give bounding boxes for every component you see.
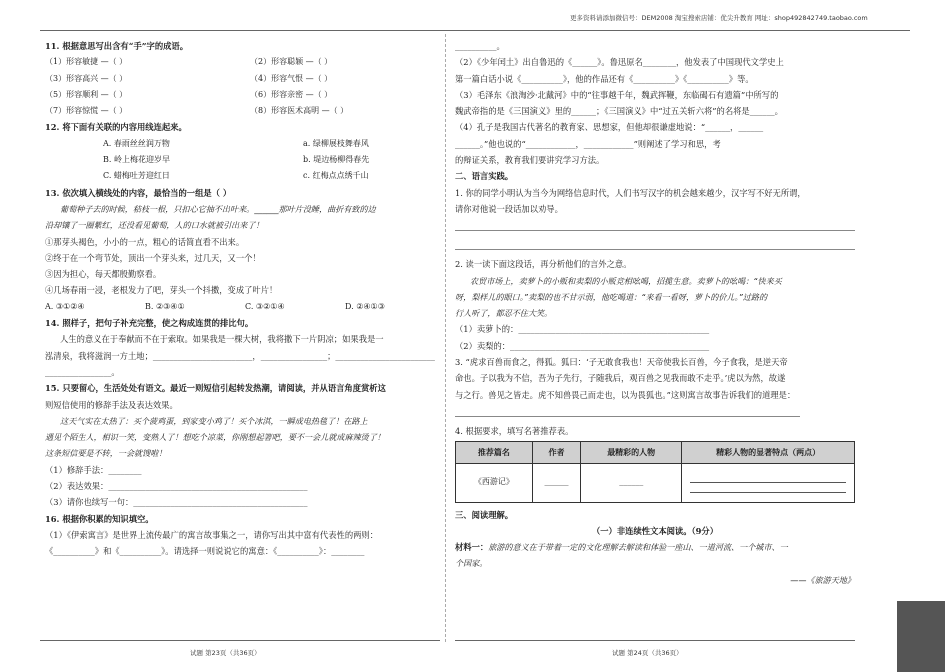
l1-text: 1. 你的同学小明认为当今为网络信息时代，人们书写汉字的机会越来越少，汉字写不好无所谓， bbox=[455, 187, 806, 198]
answer-line bbox=[455, 218, 855, 231]
table-cell[interactable]: ______ bbox=[581, 463, 682, 502]
l3-text: 与之行。兽见之皆走。虎不知兽畏己而走也，以为畏狐也。”这则寓言故事告诉我们的道理是： bbox=[455, 389, 796, 400]
l3-text: 3. “虎求百兽而食之，得狐。狐曰：‘子无敢食我也！天帝使我长百兽，今子食我，是逆天帝 bbox=[455, 357, 788, 368]
table-cell: 《西游记》 bbox=[456, 463, 533, 502]
q13-option: ②终于在一个弯节处，顶出一个芽头来，过几天，又一个！ bbox=[45, 252, 261, 263]
q11-item: （8）形容医术高明 —（ ） bbox=[250, 106, 349, 116]
q12-left-item: C. 蜡梅吐芳迎红日 bbox=[103, 171, 170, 181]
l2-sub: （1）卖萝卜的：______________________________________________ bbox=[455, 324, 710, 335]
answer-line bbox=[455, 237, 855, 250]
header-divider bbox=[40, 30, 910, 31]
material-1-source: ——《旅游天地》 bbox=[790, 574, 855, 585]
r4-text: ______。”他也说的“____________，____________”则阐述了学习和思，考 bbox=[455, 138, 721, 149]
q16-text: 《__________》和《__________》。请选择一则说说它的寓意：《__________》：________ bbox=[45, 546, 365, 557]
q11-item: （1）形容敏捷 —（ ） bbox=[45, 57, 128, 67]
q16-text: （1）《伊索寓言》是世界上流传最广的寓言故事集之一，请你写出其中富有代表性的两则： bbox=[45, 529, 379, 540]
q11-item: （4）形容气恨 —（ ） bbox=[250, 73, 333, 83]
l1-text: 请你对他说一段话加以劝导。 bbox=[455, 203, 563, 214]
l4-title: 4. 根据要求，填写名著推荐表。 bbox=[455, 425, 574, 436]
column-divider bbox=[445, 34, 446, 642]
section-2-heading: 二、语言实践。 bbox=[455, 171, 514, 182]
q16-title: 16. 根据你积累的知识填空。 bbox=[45, 513, 154, 524]
q13-choice: C. ③②①④ bbox=[245, 301, 285, 311]
q14-text: 泓清泉，我将滋润一方土地；________________________，________________；________________________ bbox=[45, 350, 435, 361]
side-bar-decoration bbox=[897, 601, 945, 672]
footer-left: 试题 第23页（共36页） bbox=[190, 649, 261, 657]
q13-option: ④几场春雨一浸，老根发力了吧，芽头一个抖擞，变成了叶片！ bbox=[45, 285, 278, 296]
table-cell[interactable] bbox=[682, 463, 855, 502]
q12-right-item: b. 堤边杨柳得春先 bbox=[303, 155, 370, 165]
q12-matching bbox=[45, 136, 440, 185]
material-1-label: 材料一： bbox=[455, 542, 489, 553]
recommend-table bbox=[455, 441, 855, 502]
table-header: 作者 bbox=[532, 442, 580, 463]
footer-divider-right bbox=[455, 640, 855, 641]
q14-text: 人生的意义在于奉献而不在于索取。如果我是一棵大树，我将撒下一片阴凉；如果我是一 bbox=[60, 334, 384, 345]
l2-passage: 呀，梨样儿的眼口。”卖梨的也不甘示弱，他吃喝道：“来看一看呀，萝卜的价儿。”过路的 bbox=[455, 291, 768, 302]
material-1-text: 旅游的意义在于带着一定的文化理解去解读和体验一座山、一道河流、一个城市、一 bbox=[488, 542, 788, 553]
r3-text: （3）毛泽东《浪淘沙·北戴河》中的“往事越千年，魏武挥鞭，东临碣石有遗篇”中所写的 bbox=[455, 89, 779, 100]
q15-message: 遇见个陌生人，相识一笑，变熟人了！想吃个凉菜，你刚想起箸吧，要不一会儿就成麻辣烫了！ bbox=[45, 432, 385, 443]
q13-choice: D. ②④①③ bbox=[345, 301, 385, 311]
q15-message: 这天气实在太热了：买个菠鸡蛋，到家变小鸡了！买个冰淇，一瞬成电热毯了！在路上 bbox=[60, 415, 368, 426]
q11-item: （3）形容高兴 —（ ） bbox=[45, 73, 128, 83]
q14-title: 14. 照样子，把句子补充完整，使之构成连贯的排比句。 bbox=[45, 318, 254, 329]
q11-item: （6）形容亲密 —（ ） bbox=[250, 89, 333, 99]
table-header: 推荐篇名 bbox=[456, 442, 533, 463]
q15-title-cont: 则短信使用的修辞手法及表达效果。 bbox=[45, 399, 178, 410]
footer-right: 试题 第24页（共36页） bbox=[612, 649, 683, 657]
reading-1-title: （一）非连续性文本阅读。（9分） bbox=[591, 525, 719, 536]
q13-choice: A. ③①②④ bbox=[45, 301, 85, 311]
q13-choices bbox=[45, 299, 440, 315]
q13-choice: B. ②③④① bbox=[145, 301, 185, 311]
l2-passage: 农贸市场上，卖萝卜的小贩和卖梨的小贩竞相吆喝，招揽生意。卖萝卜的吆喝：“快来买 bbox=[470, 275, 782, 286]
q15-sub: （1）修辞手法：________ bbox=[45, 464, 142, 475]
material-1 bbox=[455, 539, 855, 555]
r3-text: 魏武帝指的是《三国演义》里的______；《三国演义》中“过五关斩六将”的名将是______。 bbox=[455, 106, 783, 117]
section-3-heading: 三、阅读理解。 bbox=[455, 509, 514, 520]
q13-title: 13. 依次填入横线处的内容，最恰当的一组是（ ） bbox=[45, 187, 232, 198]
q15-sub: （3）请你也续写一句：__________________________________________ bbox=[45, 497, 308, 508]
page-header: 更多资料请添加微信号：DEM2008 淘宝搜索店铺：优尖升教育 网址：shop492842749.taobao.com bbox=[570, 14, 868, 22]
table-header: 最精彩的人物 bbox=[581, 442, 682, 463]
footer-divider-left bbox=[40, 640, 440, 641]
q13-option: ①那芽头褐色，小小的一点，粗心的话简直看不出来。 bbox=[45, 236, 245, 247]
q11-title: 11. 根据意思写出含有“手”字的成语。 bbox=[45, 41, 189, 51]
table-cell[interactable]: ______ bbox=[532, 463, 580, 502]
r2-text: （2）《少年闰土》出自鲁迅的《______》。鲁迅原名________，他发表了中国现代文学史上 bbox=[455, 57, 784, 68]
q11-item: （5）形容顺利 —（ ） bbox=[45, 89, 128, 99]
q13-passage: 葡萄种子去的时候，秸枝一根，只扣心它抽不出叶来。______那叶片没睡，曲折有致的边 bbox=[60, 203, 376, 214]
q13-passage: 沿却镶了一圈紫红，还没看见葡萄，人的口水就被引出来了！ bbox=[45, 220, 264, 231]
r2-text: 第一篇白话小说《__________》，他的作品还有《__________》《__________》等。 bbox=[455, 73, 754, 84]
right-column bbox=[455, 38, 855, 588]
q11-item: （2）形容聪颖 —（ ） bbox=[250, 57, 333, 67]
q12-left-item: B. 岭上梅花迎岁早 bbox=[103, 155, 170, 165]
q11-items bbox=[45, 54, 440, 119]
l2-sub: （2）卖梨的：________________________________________________ bbox=[455, 340, 710, 351]
q12-left-item: A. 春雨丝丝润万物 bbox=[103, 138, 170, 148]
q15-message: 这条短信要是不转，一会就馊啦！ bbox=[45, 448, 167, 459]
r-top-blank: __________。 bbox=[455, 41, 505, 51]
q15-sub: （2）表达效果：________________________________________________ bbox=[45, 481, 308, 492]
q13-option: ③因为担心，每天都殷勤察看。 bbox=[45, 269, 162, 280]
material-1-text: 个国家。 bbox=[455, 558, 488, 569]
l2-passage: 行人听了，都忍不住大笑。 bbox=[455, 308, 553, 319]
q11-item: （7）形容惊慌 —（ ） bbox=[45, 106, 128, 116]
q15-title: 15. 只要留心，生活处处有语文。最近一则短信引起转发热潮，请阅读，并从语言角度赏析这 bbox=[45, 383, 386, 394]
table-header: 精彩人物的显著特点（两点） bbox=[682, 442, 855, 463]
left-column bbox=[45, 38, 440, 560]
q12-title: 12. 将下面有关联的内容用线连起来。 bbox=[45, 122, 187, 133]
l2-title: 2. 读一读下面这段话，再分析他们的言外之意。 bbox=[455, 259, 632, 270]
q12-right-item: c. 红梅点点绣千山 bbox=[303, 171, 369, 181]
q14-text: ________________。 bbox=[45, 366, 120, 377]
l3-text: 命也。子以我为不信，吾为子先行，子随我后，观百兽之见我而敢不走乎。’虎以为然，故遂 bbox=[455, 373, 786, 384]
r4-text: （4）孔子是我国古代著名的教育家、思想家，但他却很谦虚地说：“______，______ bbox=[455, 122, 764, 133]
answer-line bbox=[455, 404, 800, 417]
r4-text: 的辩证关系，教育我们要讲究学习方法。 bbox=[455, 155, 605, 166]
q12-right-item: a. 绿柳展枝舞春风 bbox=[303, 138, 369, 148]
